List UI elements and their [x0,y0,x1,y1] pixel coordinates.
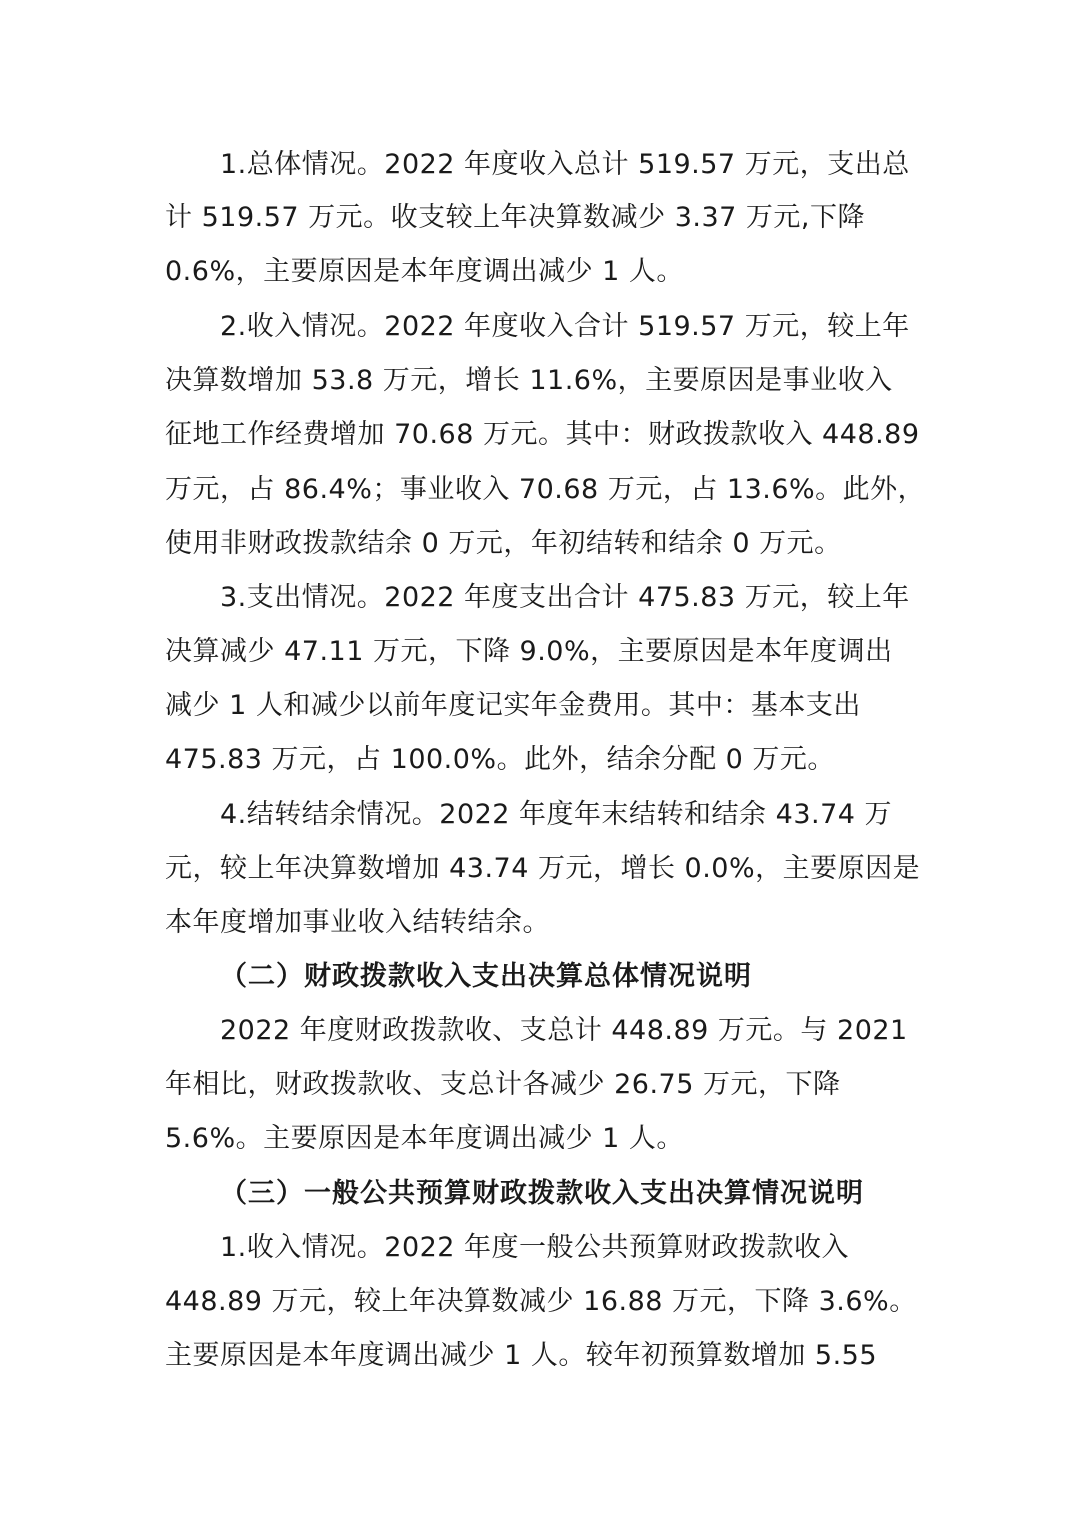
text-line: 0.6%，主要原因是本年度调出减少 1 人。 [165,256,684,287]
text-line: 3.支出情况。2022 年度支出合计 475.83 万元，较上年 [220,582,910,613]
text-line: 2022 年度财政拨款收、支总计 448.89 万元。与 2021 [220,1015,908,1046]
text-line: 征地工作经费增加 70.68 万元。其中：财政拨款收入 448.89 [165,419,920,450]
text-line: 本年度增加事业收入结转结余。 [165,907,550,938]
text-line: 主要原因是本年度调出减少 1 人。较年初预算数增加 5.55 [165,1340,878,1371]
text-line: 4.结转结余情况。2022 年度年末结转和结余 43.74 万 [220,799,893,830]
text-line: 475.83 万元，占 100.0%。此外，结余分配 0 万元。 [165,744,835,775]
text-line: 使用非财政拨款结余 0 万元，年初结转和结余 0 万元。 [165,528,842,559]
text-line: 减少 1 人和减少以前年度记实年金费用。其中：基本支出 [165,690,861,721]
section-heading: （三）一般公共预算财政拨款收入支出决算情况说明 [220,1178,864,1209]
text-line: 决算数增加 53.8 万元，增长 11.6%，主要原因是事业收入 [165,365,893,396]
text-line: 2.收入情况。2022 年度收入合计 519.57 万元，较上年 [220,311,910,342]
text-line: 计 519.57 万元。收支较上年决算数减少 3.37 万元,下降 [165,202,866,233]
section-heading: （二）财政拨款收入支出决算总体情况说明 [220,961,752,992]
text-line: 5.6%。主要原因是本年度调出减少 1 人。 [165,1123,684,1154]
text-line: 万元，占 86.4%；事业收入 70.68 万元，占 13.6%。此外， [165,474,926,505]
text-line: 元，较上年决算数增加 43.74 万元，增长 0.0%，主要原因是 [165,853,921,884]
text-line: 448.89 万元，较上年决算数减少 16.88 万元，下降 3.6%。 [165,1286,917,1317]
text-line: 1.收入情况。2022 年度一般公共预算财政拨款收入 [220,1232,850,1263]
text-line: 年相比，财政拨款收、支总计各减少 26.75 万元，下降 [165,1069,841,1100]
text-line: 1.总体情况。2022 年度收入总计 519.57 万元，支出总 [220,149,910,180]
text-line: 决算减少 47.11 万元，下降 9.0%，主要原因是本年度调出 [165,636,893,667]
